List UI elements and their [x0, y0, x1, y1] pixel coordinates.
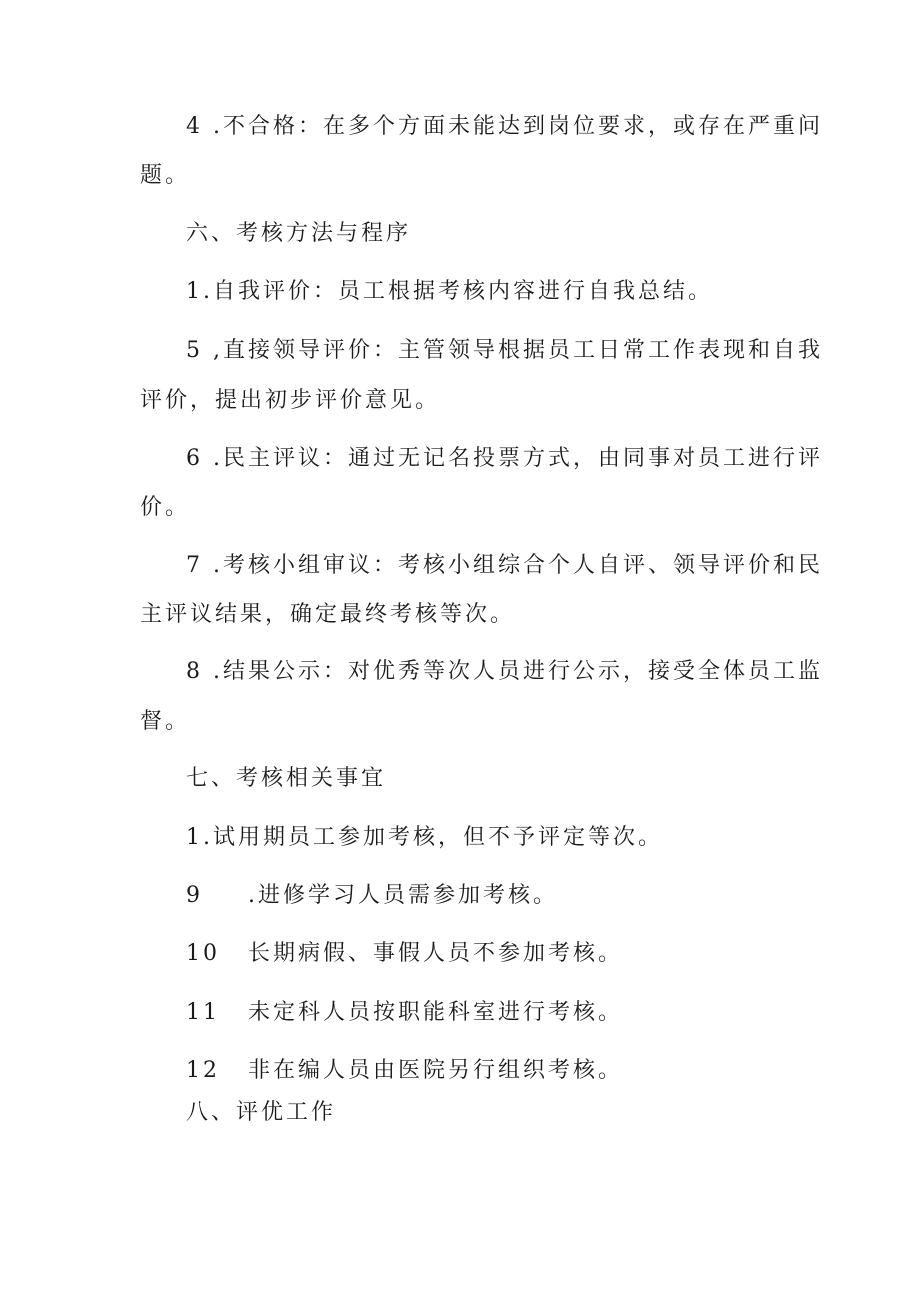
item-11: [186, 998, 623, 1028]
item-12-text: 非在编人员由医院另行组织考核。: [248, 1058, 624, 1083]
item-4-line-1: 4 .不合格：在多个方面未能达到岗位要求，或存在严重问: [186, 114, 823, 139]
section-7-heading: 七、考核相关事宜: [186, 766, 387, 791]
item-6-line-1: 6 .民主评议：通过无记名投票方式，由同事对员工进行评: [186, 446, 823, 471]
item-10-number: 10: [186, 941, 220, 966]
item-8-line-1: 8 .结果公示：对优秀等次人员进行公示，接受全体员工监: [186, 659, 823, 684]
item-5-line-2: 评价，提出初步评价意见。: [140, 388, 441, 413]
section-6-item-1: 1.自我评价：员工根据考核内容进行自我总结。: [186, 279, 713, 304]
item-7-line-2: 主评议结果，确定最终考核等次。: [140, 602, 516, 627]
item-11-number: 11: [186, 1000, 220, 1025]
item-6-line-2: 价。: [140, 495, 191, 520]
item-5-line-1: 5 ,直接领导评价：主管领导根据员工日常工作表现和自我: [186, 338, 823, 363]
section-7-item-1: 1.试用期员工参加考核，但不予评定等次。: [186, 825, 663, 850]
item-9-number: 9: [186, 883, 203, 908]
item-8-line-2: 督。: [140, 709, 191, 734]
item-9: [186, 881, 558, 911]
item-12: [186, 1056, 623, 1086]
item-7-line-1: 7 .考核小组审议：考核小组综合个人自评、领导评价和民: [186, 553, 823, 578]
item-10: [186, 939, 623, 969]
section-8-heading: 八、评优工作: [186, 1100, 337, 1125]
section-6-heading: 六、考核方法与程序: [186, 221, 412, 246]
item-12-number: 12: [186, 1058, 220, 1083]
item-10-text: 长期病假、事假人员不参加考核。: [248, 941, 624, 966]
item-11-text: 未定科人员按职能科室进行考核。: [248, 1000, 624, 1025]
item-4-line-2: 题。: [140, 163, 191, 188]
item-9-text: .进修学习人员需参加考核。: [248, 883, 558, 908]
